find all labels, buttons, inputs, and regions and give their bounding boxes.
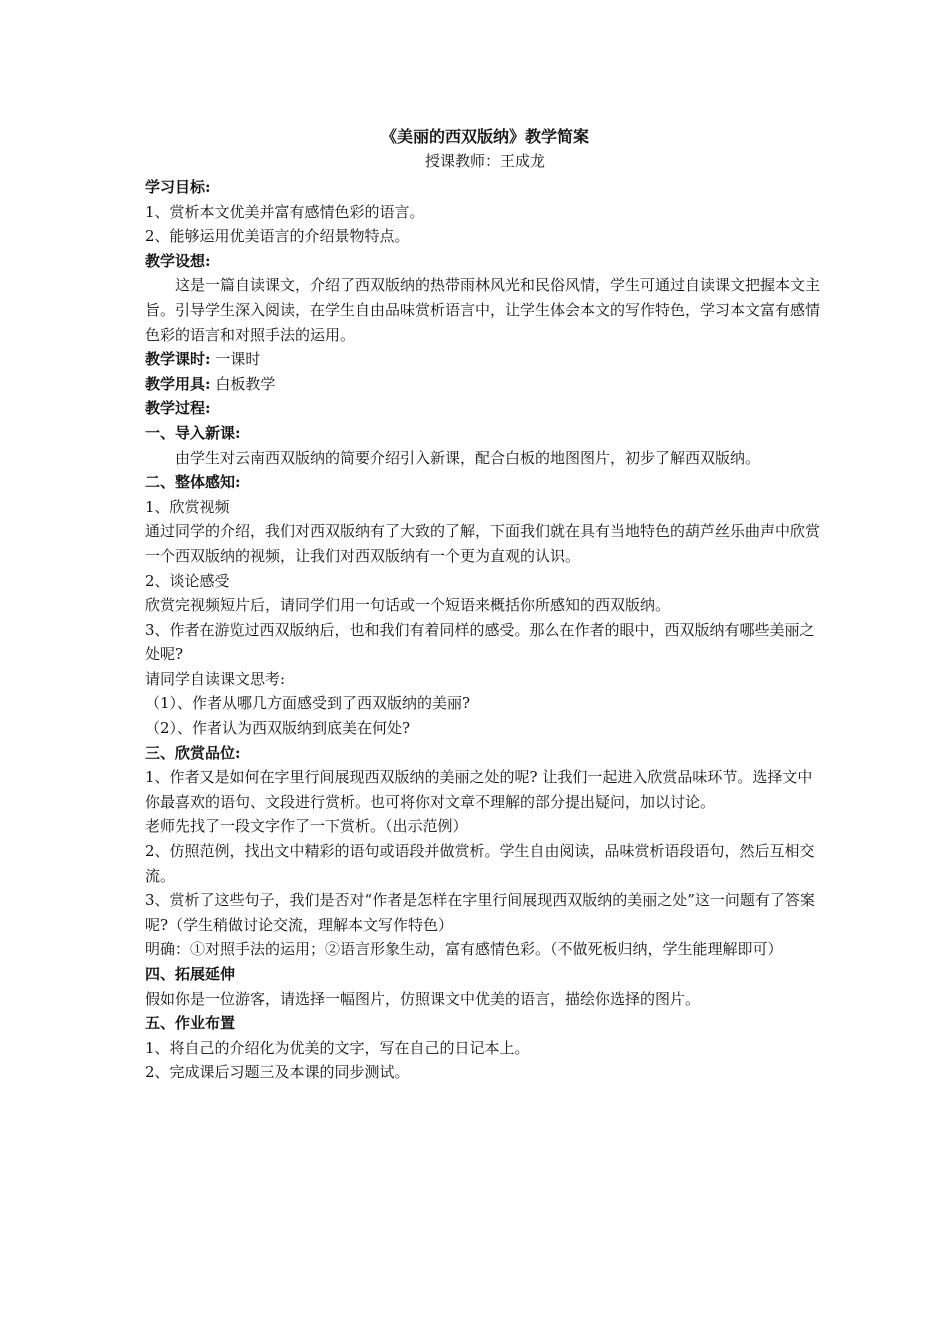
process-heading: 教学过程: [145,399,211,418]
section-3-item-3: 3、赏析了这些句子，我们是否对“作者是怎样在字里行间展现西双版纳的美丽之处”这一问题有了答案呢?（学生稍做讨论交流，理解本文写作特色） [145,891,815,934]
section-3-teacher: 老师先找了一段文字作了一下赏析。（出示范例） [145,817,468,836]
homework-item: 1、将自己的介绍化为优美的文字，写在自己的日记本上。 [145,1038,530,1057]
section-3-item-1: 1、作者又是如何在字里行间展现西双版纳的美丽之处的呢? 让我们一起进入欣赏品味环节。选择文中你最喜欢的语句、文段进行赏析。也可将你对文章不理解的部分提出疑问，加以讨论。 [145,768,813,811]
document-title: 《美丽的西双版纳》教学简案 [380,127,589,146]
goal-item: 2、能够运用优美语言的介绍景物特点。 [145,227,410,246]
tools-line [145,372,825,397]
section-2-item-1-text: 通过同学的介绍，我们对西双版纳有了大致的了解，下面我们就在具有当地特色的葫芦丝乐曲声中欣赏一个西双版纳的视频，让我们对西双版纳有一个更为直观的认识。 [145,522,821,565]
section-3-answer: 明确：①对照手法的运用；②语言形象生动，富有感情色彩。（不做死板归纳，学生能理解即可） [145,940,783,959]
design-paragraph: 这是一篇自读课文，介绍了西双版纳的热带雨林风光和民俗风情，学生可通过自读课文把握本文主旨。引导学生深入阅读，在学生自由品味赏析语言中，让学生体会本文的写作特色，学习本文富有感情色彩的语言和对照手法的运用。 [145,276,821,344]
section-4-paragraph: 假如你是一位游客，请选择一幅图片，仿照课文中优美的语言，描绘你选择的图片。 [145,989,701,1008]
tools-value: 白板教学 [215,374,276,393]
goal-item: 1、赏析本文优美并富有感情色彩的语言。 [145,202,425,221]
section-2-question-2: （2）、作者认为西双版纳到底美在何处? [145,719,411,738]
section-2-question-1: （1）、作者从哪几方面感受到了西双版纳的美丽? [145,694,471,713]
hours-label: 教学课时: [145,350,211,369]
section-2-item-2-text: 欣赏完视频短片后，请同学们用一句话或一个短语来概括你所感知的西双版纳。 [145,596,671,615]
section-2-heading: 二、整体感知: [145,473,241,492]
teacher-line: 授课教师：王成龙 [424,152,545,170]
section-2-item-2: 2、谈论感受 [145,571,230,590]
section-1-heading: 一、导入新课: [145,423,241,442]
section-3-heading: 三、欣赏品位: [145,743,241,762]
section-1-paragraph: 由学生对云南西双版纳的简要介绍引入新课，配合白板的地图图片，初步了解西双版纳。 [175,448,761,467]
section-3-item-2: 2、仿照范例，找出文中精彩的语句或语段并做赏析。学生自由阅读，品味赏析语段语句，然后互相交流。 [145,842,815,885]
hours-line [145,347,825,372]
goals-heading: 学习目标: [145,178,211,196]
section-5-heading: 五、作业布置 [145,1014,236,1033]
homework-item: 2、完成课后习题三及本课的同步测试。 [145,1063,410,1082]
section-2-item-1: 1、欣赏视频 [145,497,230,516]
section-2-item-3: 3、作者在游览过西双版纳后，也和我们有着同样的感受。那么在作者的眼中，西双版纳有哪些美丽之处呢? [145,620,815,664]
tools-label: 教学用具: [145,374,211,393]
design-heading: 教学设想: [145,251,211,270]
document-page [145,125,825,1085]
hours-value: 一课时 [215,350,261,369]
section-2-think: 请同学自读课文思考: [145,669,286,688]
section-4-heading: 四、拓展延伸 [145,965,236,983]
